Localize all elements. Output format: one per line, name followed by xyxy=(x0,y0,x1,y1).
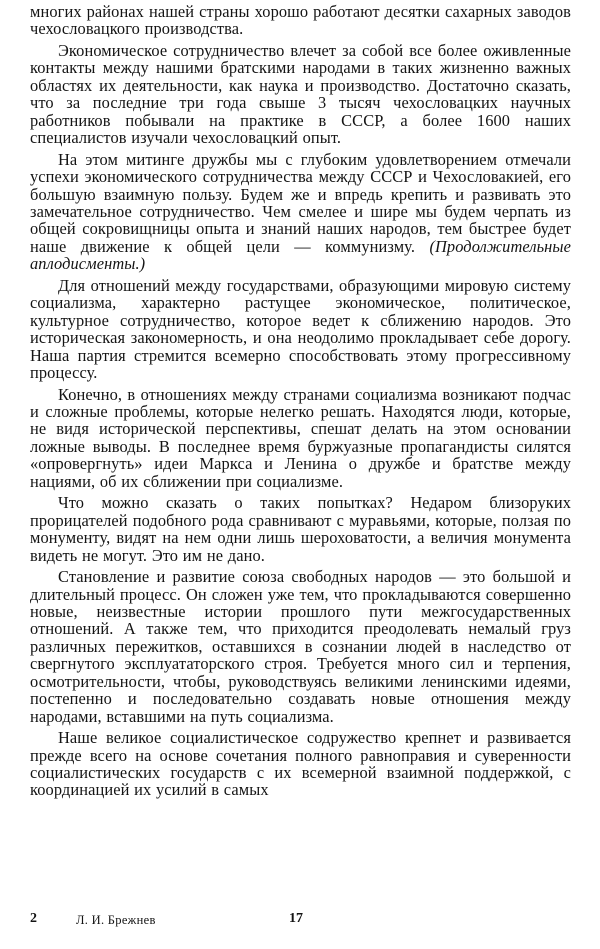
paragraph xyxy=(30,277,571,382)
paragraph xyxy=(30,151,571,273)
paragraph xyxy=(30,42,571,147)
author-name: Л. И. Брежнев xyxy=(76,913,156,927)
page-body xyxy=(30,3,571,799)
paragraph-text: многих районах нашей страны хорошо работают десятки сахарных заводов чехословацкого производства. xyxy=(30,2,571,39)
applause-note: (Продолжительные аплодисменты.) xyxy=(30,236,571,274)
paragraph-text: На этом митинге дружбы мы с глубоким удовлетворением отмечали успехи экономического сотрудничества между СССР и Чехословакией, его большую взаимную пользу. Будем же и впредь крепить и развивать это замечательное сотрудничество. Чем смелее и шире мы будем черпать из общей сокровищницы опыта и знаний наших народов, тем быстрее будет наше движение к общей цели — коммунизму. xyxy=(30,149,571,256)
paragraph xyxy=(30,494,571,564)
paragraph xyxy=(30,729,571,799)
paragraph xyxy=(30,3,571,38)
paragraph xyxy=(30,386,571,491)
paragraph-text: Для отношений между государствами, образующими мировую систему социализма, характерно растущее экономическое, политическое, культурное сотрудничество, которое ведет к сближению народов. Это историческая закономерность, и она неодолимо прокладывает себе дорогу. Наша партия стремится всемерно способствовать этому прогрессивному процессу. xyxy=(30,275,571,383)
page-footer xyxy=(30,911,571,933)
paragraph-text: Экономическое сотрудничество влечет за собой все более оживленные контакты между нашими братскими народами в таких жизненно важных областях их деятельности, как наука и производство. Достаточно сказать, что за последние три года свыше 3 тысяч чехословацких научных работников побывали на практике в СССР, а более 1600 наших специалистов изучали чехословацкий опыт. xyxy=(30,40,571,148)
paragraph-text: Что можно сказать о таких попытках? Недаром близоруких прорицателей подобного рода сравнивают с муравьями, которые, ползая по монументу, видят на нем одни лишь шероховатости, а величия монумента видеть не могут. Это им не дано. xyxy=(30,493,571,565)
paragraph-text: Конечно, в отношениях между странами социализма возникают подчас и сложные проблемы, которые нелегко решать. Находятся люди, которые, не видя исторической перспективы, спешат делать на этом основании ложные выводы. В последнее время буржуазные пропагандисты силятся «опровергнуть» идеи Маркса и Ленина о дружбе и братстве между нациями, об их сближении при социализме. xyxy=(30,384,571,491)
paragraph-text: Становление и развитие союза свободных народов — это большой и длительный процесс. Он сложен уже тем, что прокладываются совершенно новые, неизвестные истории прошлого пути межгосударственных отношений. А также тем, что приходится преодолевать немалый груз различных пережитков, оставшихся в сознании людей в наследство от свергнутого эксплуататорского строя. Требуется много сил и терпения, осмотрительности, чтобы, руководствуясь великими ленинскими идеями, постепенно и последовательно создавать новые отношения между народами, вставшими на путь социализма. xyxy=(30,567,571,726)
signature-mark: 2 xyxy=(30,911,37,926)
paragraph-text: Наше великое социалистическое содружество крепнет и развивается прежде всего на основе сочетания полного равноправия и суверенности социалистических государств с их всемерной взаимной поддержкой, с координацией их усилий в самых xyxy=(30,728,571,800)
page-number: 17 xyxy=(289,911,303,926)
paragraph xyxy=(30,568,571,725)
